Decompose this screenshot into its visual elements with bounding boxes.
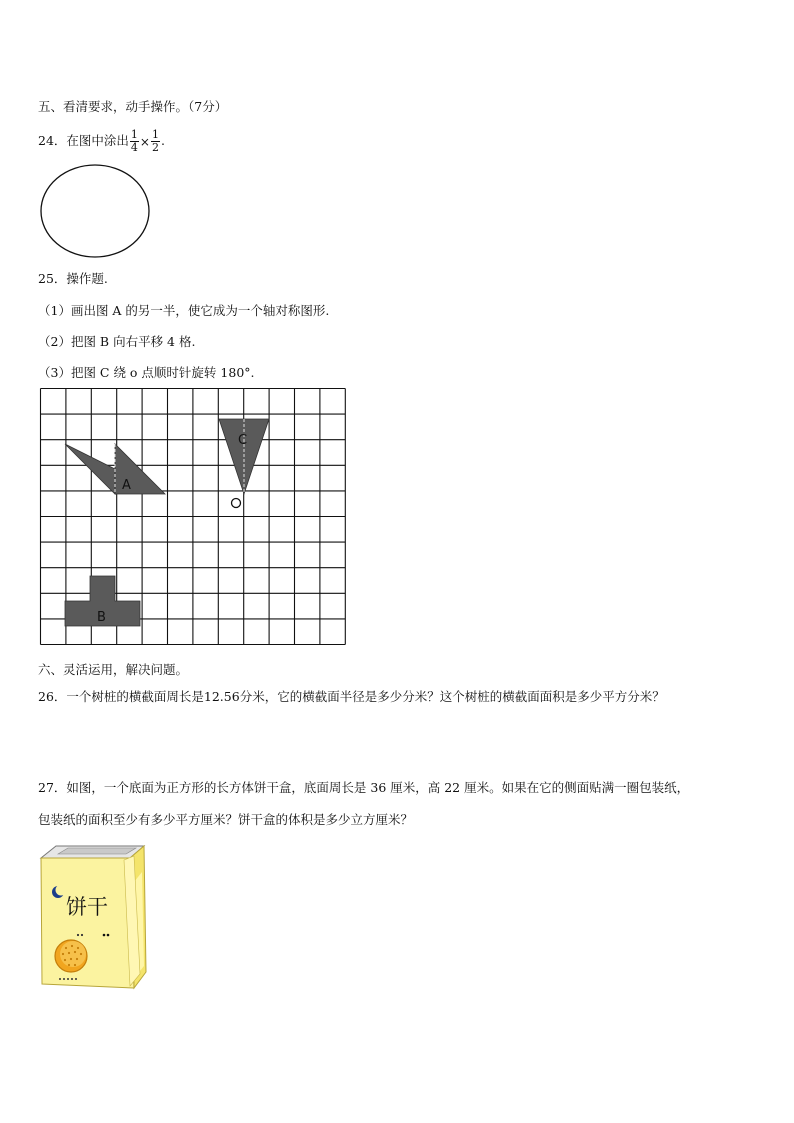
shape-c-label: C (238, 433, 248, 448)
q24-suffix: . (160, 133, 165, 148)
fraction-one-half: $\frac{1}{2}$ (151, 128, 159, 154)
shape-a-label: A (122, 478, 131, 493)
question-25-title: 25．操作题. (38, 271, 108, 286)
question-25-part-2: （2）把图 B 向右平移 4 格. (38, 334, 196, 349)
q24-circle[interactable] (40, 164, 152, 260)
q24-prefix: 24．在图中涂出 (38, 133, 129, 148)
question-26: 26．一个树桩的横截面周长是12.56分米，它的横截面半径是多少分米？这个树桩的横截面面积是多少平方分米？ (38, 689, 665, 704)
section-5-heading: 五、看清要求，动手操作。（7分） (38, 99, 228, 114)
question-25-part-1: （1）画出图 A 的另一半，使它成为一个轴对称图形. (38, 303, 330, 318)
shape-b-label: B (97, 610, 106, 625)
q25-grid-figure[interactable] (40, 388, 358, 658)
rotation-point-o (232, 499, 241, 508)
question-27-line-1: 27．如图，一个底面为正方形的长方体饼干盒，底面周长是 36 厘米，高 22 厘米。如果在它的侧面贴满一圈包装纸， (38, 780, 690, 795)
box-label: 饼干 (66, 895, 108, 919)
question-27-line-2: 包装纸的面积至少有多少平方厘米？饼干盒的体积是多少立方厘米？ (38, 812, 414, 827)
times-sign: × (139, 134, 150, 149)
fraction-one-quarter: $\frac{1}{4}$ (130, 128, 138, 154)
shape-a-left-triangle (65, 444, 115, 494)
biscuit-box-illustration (38, 842, 150, 992)
question-25-part-3: （3）把图 C 绕 o 点顺时针旋转 180°. (38, 365, 255, 380)
section-6-heading: 六、灵活运用，解决问题。 (38, 662, 189, 677)
question-24 (38, 124, 165, 159)
